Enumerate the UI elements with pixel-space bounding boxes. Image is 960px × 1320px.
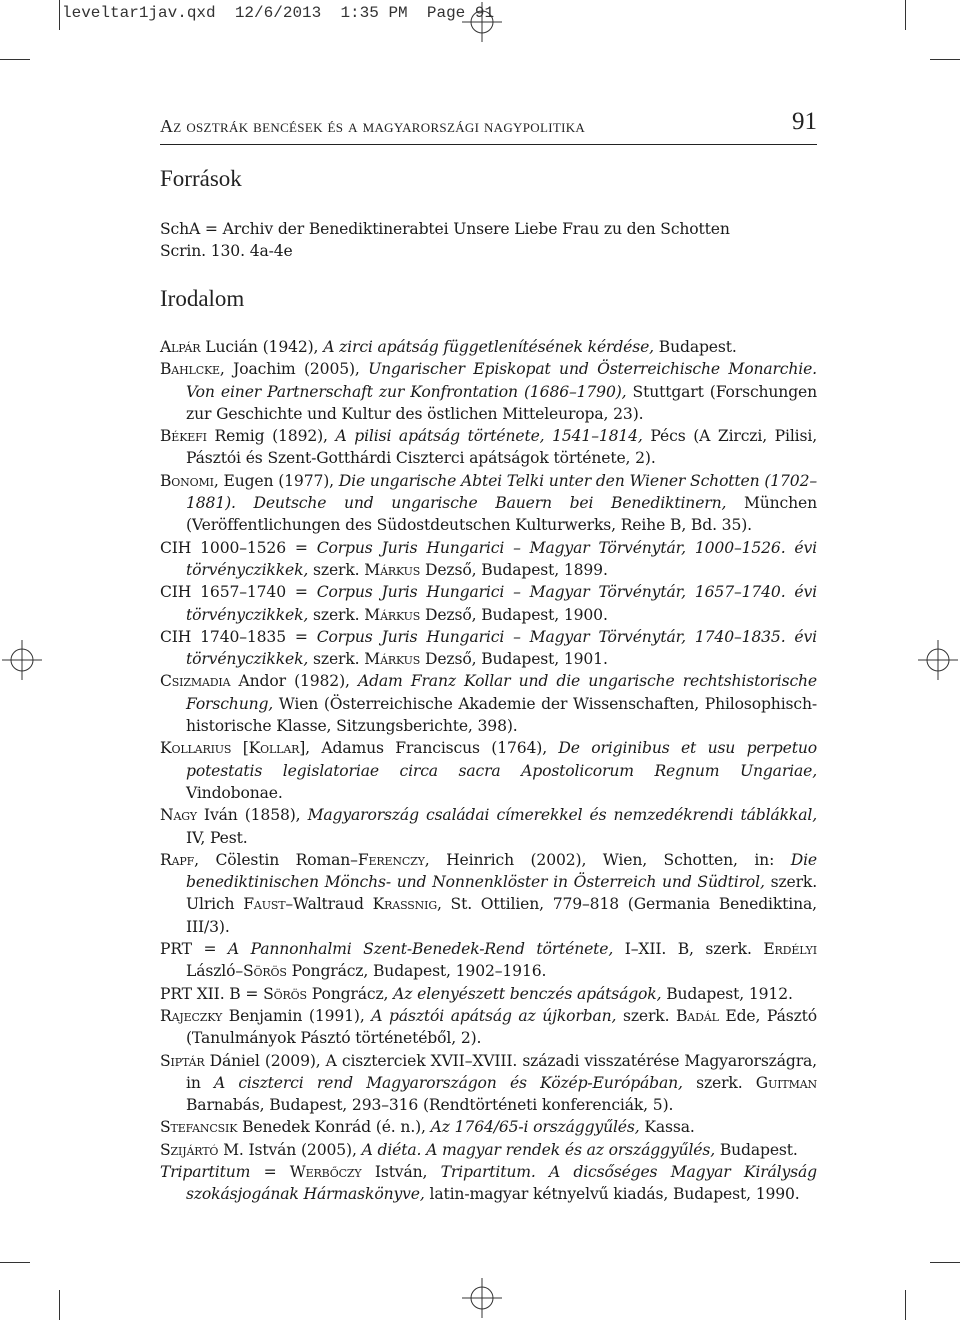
entry-text: ], Adamus Franciscus (1764),	[299, 739, 559, 758]
editor-surname: Márkus	[364, 560, 421, 579]
entry-text: , Joachim (2005),	[219, 360, 369, 379]
entry-text: Pécs (A Zirczi, Pilisi, Pásztói és Szent-Gotthárdi Ciszterci apátságok története, 2).	[186, 427, 817, 468]
author-surname: Bonomi	[160, 471, 214, 490]
entry-text: Andor (1982),	[230, 672, 358, 691]
entry-title: Die ungarische Abtei Telki unter den Wiener Schotten (1702–1881). Deutsche und ungarische Bauern bei Benediktinern,	[186, 471, 817, 513]
bibliography-entry	[160, 938, 817, 983]
entry-text: Pongrácz,	[306, 984, 394, 1003]
crop-mark	[0, 1262, 30, 1263]
entry-text: , St. Ottilien, 779–818 (Germania Benediktina, III/3).	[186, 895, 817, 936]
entry-text: Dezső, Budapest, 1899.	[420, 560, 608, 579]
author-surname: Békefi	[160, 427, 207, 446]
entry-title: Corpus Juris Hungarici – Magyar Törvénytár, 1657–1740. évi törvényczikkek,	[186, 583, 817, 624]
entry-text: Remig (1892),	[206, 427, 336, 446]
entry-title: Adam Franz Kollar und die ungarische rechtshistorische Forschung,	[186, 672, 818, 713]
entry-text: szerk.	[308, 605, 365, 624]
entry-text: PRT =	[160, 940, 228, 959]
entry-text: PRT XII. B =	[160, 984, 264, 1003]
entry-text: szerk.	[308, 650, 365, 669]
bibliography-entry	[160, 737, 817, 804]
entry-text: , Cölestin Roman–	[194, 850, 358, 869]
author-surname: Nagy	[160, 806, 197, 825]
entry-text: Pongrácz, Budapest, 1902–1916.	[286, 962, 547, 981]
entry-text: I–XII. B, szerk.	[613, 940, 764, 959]
source-text: SchA = Archiv der Benediktinerabtei Unsere Liebe Frau zu den Schotten	[160, 220, 730, 238]
entry-text: Dezső, Budapest, 1900.	[420, 605, 608, 624]
bibliography-entry	[160, 358, 817, 425]
entry-text: –Waltraud	[285, 895, 373, 914]
entry-text: Dezső, Budapest, 1901.	[420, 650, 608, 669]
entry-text: Dániel (2009), A ciszterciek XVII–XVIII. századi visszatérése Magyarországra, in	[186, 1051, 817, 1092]
literature-heading: Irodalom	[160, 286, 245, 311]
entry-title: Magyarország családai címerekkel és nemzedékrendi táblákkal,	[307, 806, 818, 825]
entry-text: Stuttgart (Forschungen zur Geschichte und Kultur des östlichen Mitteleuropa, 23).	[186, 382, 818, 423]
author-surname: Csizmadia	[160, 672, 231, 691]
registration-mark-icon	[2, 640, 42, 680]
entry-title: De originibus et usu perpetuo potestatis legislatoriae circa sacra Apostolicorum Regnum Ungariae,	[186, 739, 817, 780]
entry-text: szerk.	[616, 1006, 676, 1025]
editor-surname: Krassnig	[372, 895, 437, 914]
author-surname: Ferenczy	[357, 850, 425, 869]
bibliography-entry	[160, 425, 817, 470]
entry-title: Die benediktinischen Mönchs- und Nonnenklöster in Österreich und Südtirol,	[186, 850, 818, 892]
bibliography-list	[160, 336, 817, 1206]
bibliography-entry	[160, 336, 817, 358]
bibliography-entry	[160, 804, 817, 849]
entry-text: Budapest.	[653, 338, 737, 356]
bibliography-entry	[160, 581, 817, 626]
author-surname: Sörös	[263, 984, 307, 1003]
page-number: 91	[792, 108, 817, 135]
author-surname: Kollar	[248, 739, 300, 758]
entry-title: Corpus Juris Hungarici – Magyar Törvénytár, 1000–1526. évi törvényczikkek,	[186, 538, 817, 579]
editor-surname: Faust	[243, 895, 286, 914]
entry-text: CIH 1740–1835 =	[160, 627, 317, 646]
registration-mark-icon	[462, 2, 502, 42]
entry-text: Iván (1858),	[196, 806, 308, 825]
author-surname: Stefancsik	[160, 1118, 238, 1137]
author-surname: Rajeczky	[160, 1006, 223, 1025]
entry-text: , Eugen (1977),	[213, 471, 339, 490]
entry-text: CIH 1000–1526 =	[160, 538, 317, 557]
author-surname: Alpár	[160, 338, 201, 356]
entry-text: M. István (2005),	[218, 1140, 362, 1159]
editor-surname: Erdélyi	[763, 940, 817, 959]
bibliography-entry	[160, 1050, 817, 1117]
editor-surname: Márkus	[364, 650, 421, 669]
entry-title: Tripartitum. A dicsőséges Magyar Királyság szokásjogának Hármaskönyve,	[186, 1162, 817, 1204]
bibliography-entry	[160, 1139, 817, 1161]
entry-text: latin-magyar kétnyelvű kiadás, Budapest, 1990.	[424, 1185, 800, 1204]
registration-mark-icon	[462, 1278, 502, 1318]
author-surname: Bahlcke	[160, 360, 220, 379]
entry-title: A Pannonhalmi Szent-Benedek-Rend története,	[227, 940, 614, 959]
entry-title: A ciszterci rend Magyarországon és Közép-Európában,	[213, 1073, 683, 1092]
editor-surname: Guitman	[755, 1073, 817, 1092]
entry-text: =	[250, 1162, 290, 1181]
author-surname: Siptár	[160, 1051, 205, 1070]
entry-title: A pásztói apátság az újkorban,	[371, 1006, 617, 1025]
entry-title: A pilisi apátság története, 1541–1814,	[335, 427, 643, 446]
entry-text: István,	[361, 1162, 441, 1181]
entry-title: Corpus Juris Hungarici – Magyar Törvénytár, 1740–1835. évi törvényczikkek,	[186, 627, 817, 669]
author-surname: Kollarius	[160, 739, 232, 758]
bibliography-entry	[160, 1005, 817, 1050]
crop-mark	[930, 1262, 960, 1263]
entry-title: Tripartitum	[160, 1162, 251, 1181]
entry-title: Ungarischer Episkopat und Österreichische Monarchie. Von einer Partnerschaft zur Konfrontation (1686–1790),	[186, 360, 817, 401]
entry-text: , Heinrich (2002), Wien, Schotten, in:	[424, 850, 791, 869]
running-head-text: Az osztrák bencések és a magyarországi nagypolitika	[160, 116, 586, 136]
crop-mark	[59, 1290, 60, 1320]
entry-text: Benjamin (1991),	[222, 1006, 372, 1025]
crop-mark	[905, 0, 906, 30]
running-head-title	[160, 116, 585, 137]
entry-text: Benedek Konrád (é. n.),	[237, 1118, 431, 1137]
entry-text: Ede, Pásztó (Tanulmányok Pásztó történetéből, 2).	[186, 1006, 817, 1048]
source-entry	[160, 240, 817, 262]
sources-heading: Források	[160, 166, 242, 191]
sources-list	[160, 218, 817, 263]
entry-text: Budapest.	[715, 1140, 798, 1159]
crop-mark	[905, 1290, 906, 1320]
author-surname: Werbőczy	[289, 1162, 362, 1181]
bibliography-entry	[160, 983, 817, 1005]
running-header	[160, 108, 817, 145]
entry-text: szerk.	[308, 560, 365, 579]
bibliography-entry	[160, 470, 817, 537]
entry-text: Wien (Österreichische Akademie der Wissenschaften, Philosophisch-historische Klasse, Sitzungsberichte, 398).	[186, 694, 817, 736]
entry-text: [	[231, 739, 249, 758]
bibliography-entry	[160, 1116, 817, 1138]
entry-text: Barnabás, Budapest, 293–316 (Rendtörténeti konferenciák, 5).	[186, 1096, 674, 1115]
entry-title: Az elenyészett benczés apátságok,	[393, 984, 662, 1003]
bibliography-entry	[160, 626, 817, 671]
registration-mark-icon	[918, 640, 958, 680]
source-entry	[160, 218, 817, 240]
entry-text: Lucián (1942),	[200, 338, 324, 356]
bibliography-entry	[160, 849, 817, 938]
author-surname: Rapf	[160, 850, 195, 869]
entry-title: Az 1764/65-i országgyűlés,	[430, 1118, 640, 1137]
print-slug: leveltar1jav.qxd 12/6/2013 1:35 PM Page 91	[62, 4, 495, 22]
source-text: Scrin. 130. 4a-4e	[160, 242, 293, 261]
crop-mark	[0, 59, 30, 60]
entry-text: München (Veröffentlichungen des Südostdeutschen Kulturwerks, Reihe B, Bd. 35).	[186, 494, 818, 535]
editor-surname: Sörös	[243, 962, 287, 981]
crop-mark	[59, 0, 60, 30]
entry-text: CIH 1657–1740 =	[160, 583, 317, 602]
author-surname: Szijártó	[160, 1140, 219, 1159]
bibliography-entry	[160, 670, 817, 737]
entry-title: A zirci apátság függetlenítésének kérdése,	[323, 338, 654, 356]
entry-text: IV, Pest.	[186, 828, 248, 847]
crop-mark	[930, 59, 960, 60]
entry-text: László–	[186, 962, 243, 981]
entry-title: A diéta. A magyar rendek és az országgyűlés,	[361, 1140, 716, 1159]
bibliography-entry	[160, 1161, 817, 1206]
bibliography-entry	[160, 537, 817, 582]
editor-surname: Márkus	[364, 605, 421, 624]
entry-text: Kassa.	[639, 1118, 695, 1137]
entry-text: Budapest, 1912.	[661, 984, 793, 1003]
editor-surname: Badál	[676, 1006, 719, 1025]
entry-text: szerk. Ulrich	[186, 873, 817, 914]
entry-text: Vindobonae.	[186, 783, 283, 802]
entry-text: szerk.	[682, 1073, 756, 1092]
